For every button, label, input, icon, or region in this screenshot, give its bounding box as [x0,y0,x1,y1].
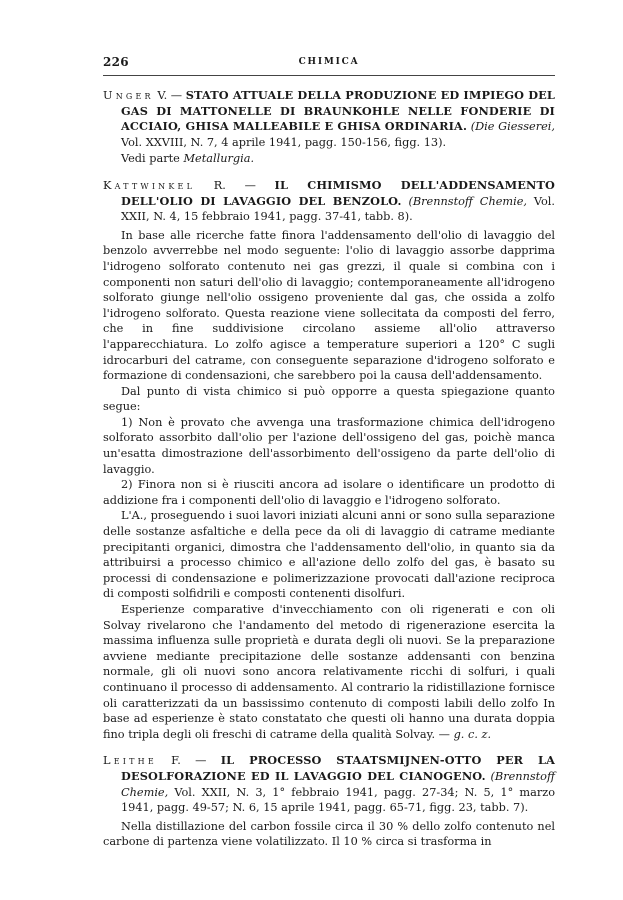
running-head: CHIMICA [298,57,360,67]
body-paragraph: L'A., proseguendo i suoi lavori iniziati alcuni anni or sono sulla separazione delle sostanze asfaltiche e della pece da oli di lavaggio di catrame mediante precipitanti organici, dimostra che l'addensamento dell'olio, in quanto sia da attribuirsi a processo chimico e all'azione dello zolfo del gas, è basato su processi di condensazione e polimerizzazione provocati dall'azione reciproca di composti solfidrili e composti contenenti disolfuri. [103,509,555,601]
body-paragraph: In base alle ricerche fatte finora l'addensamento dell'olio di lavaggio del benzolo avverrebbe nel modo seguente: l'olio di lavaggio assorbe dapprima l'idrogeno solforato contenuto nei gas grezzi, il quale si combina con i componenti non saturi dell'olio di lavaggio; contemporaneamente all'idrogeno solforato giunge nell'olio ossigeno proveniente dal gas, che ossida a zolfo l'idrogeno solforato. Questa reazione viene sollecitata da composti del ferro, che in fine suddivisione circolano assieme all'olio attraverso l'apparecchiatura. Lo zolfo agisce a temperature superiori a 120° C sugli idrocarburi del catrame, con conseguente separazione d'idrogeno solforato e formazione di condensazioni, che sarebbero poi la causa dell'addensamento. [103,228,555,383]
author-surname: Unger [103,89,154,102]
journal-name: (Die Giesserei, [470,120,555,134]
body-paragraph-with-signature [103,602,555,742]
page-number: 226 [103,55,129,69]
author-surname: Kattwinkel [103,178,196,192]
article-title: STATO ATTUALE DELLA PRODUZIONE ED IMPIEGO DEL GAS DI MATTONELLE DI BRAUNKOHLE NELLE FONDERIE DI ACCIAIO, GHISA MALLEABILE E GHISA ORDINARIA. [121,88,556,134]
abstract-entry-kattwinkel [103,178,555,742]
article-title: IL CHIMISMO DELL'ADDENSAMENTO DELL'OLIO DI LAVAGGIO DEL BENZOLO. [121,177,556,208]
citation [103,178,555,225]
author-initial: R. [213,178,226,192]
cross-reference-label: Vedi parte [121,152,184,166]
abstract-entry-leithe [103,753,555,850]
body-paragraph-text: Esperienze comparative d'invecchiamento con oli rigenerati e con oli Solvay rivelarono che l'andamento del metodo di rigenerazione esercita la massima influenza sulle proprietà e durata degli oli nuovi. Se la preparazione avviene mediante precipitazione delle sostanze addensanti con benzina normale, gli oli nuovi sono ancora relativamente ricchi di solfuri, i quali continuano il processo di addensamento. Al contrario la ridistillazione fornisce oli caratterizzati da un bassissimo contenuto di composti labili dello zolfo In base ad esperienze è stato constatato che questi oli hanno una durata doppia fino tripla degli oli freschi di catrame della qualità Solvay. — [103,603,555,741]
abstractor-signature: g. c. z. [453,727,492,741]
body-paragraph: Dal punto di vista chimico si può opporre a questa spiegazione quanto segue: [103,384,555,414]
page-content [103,88,555,850]
dash: — [180,754,221,768]
page-header [103,55,555,77]
body-paragraph: 2) Finora non si è riusciti ancora ad isolare o identificare un prodotto di addizione fra i componenti dell'olio di lavaggio e l'idrogeno solforato. [103,478,555,507]
article-title: IL PROCESSO STAATSMIJNEN-OTTO PER LA DESOLFORAZIONE ED IL LAVAGGIO DEL CIANOGENO. [121,753,555,783]
journal-name: (Brennstoff Chemie, [121,769,555,799]
author-initial: V. [157,89,168,102]
citation-details: Vol. XXVIII, N. 7, 4 aprile 1941, pagg. 150-156, figg. 13). [121,135,447,149]
citation-details: Vol. XXII, N. 4, 15 febbraio 1941, pagg. 37-41, tabb. 8). [121,194,556,224]
citation [103,753,555,815]
cross-reference-target: Metallurgia. [183,152,255,166]
dash: — [225,178,275,192]
abstract-entry-unger [103,88,555,167]
citation [103,88,555,150]
author-initial: F. [171,754,181,768]
journal-name: (Brennstoff Chemie, [401,194,528,208]
body-paragraph: Nella distillazione del carbon fossile circa il 30 % dello zolfo contenuto nel carbone di partenza viene volatilizzato. Il 10 % circa si trasforma in [103,819,555,849]
cross-reference [103,151,555,167]
dash: — [167,89,186,102]
header-rule [103,75,555,76]
body-paragraph: 1) Non è provato che avvenga una trasformazione chimica dell'idrogeno solforato assorbito dall'olio per l'azione dell'ossigeno del gas, poichè manca un'esatta dimostrazione dell'assorbimento dell'ossigeno da parte dell'olio di lavaggio. [103,415,555,476]
citation-details: Vol. XXII, N. 3, 1° febbraio 1941, pagg. 27-34; N. 5, 1° marzo 1941, pagg. 49-57; N. 6, 15 aprile 1941, pagg. 65-71, figg. 23, tabb. 7). [121,785,555,815]
author-surname: Leithe [103,754,157,768]
